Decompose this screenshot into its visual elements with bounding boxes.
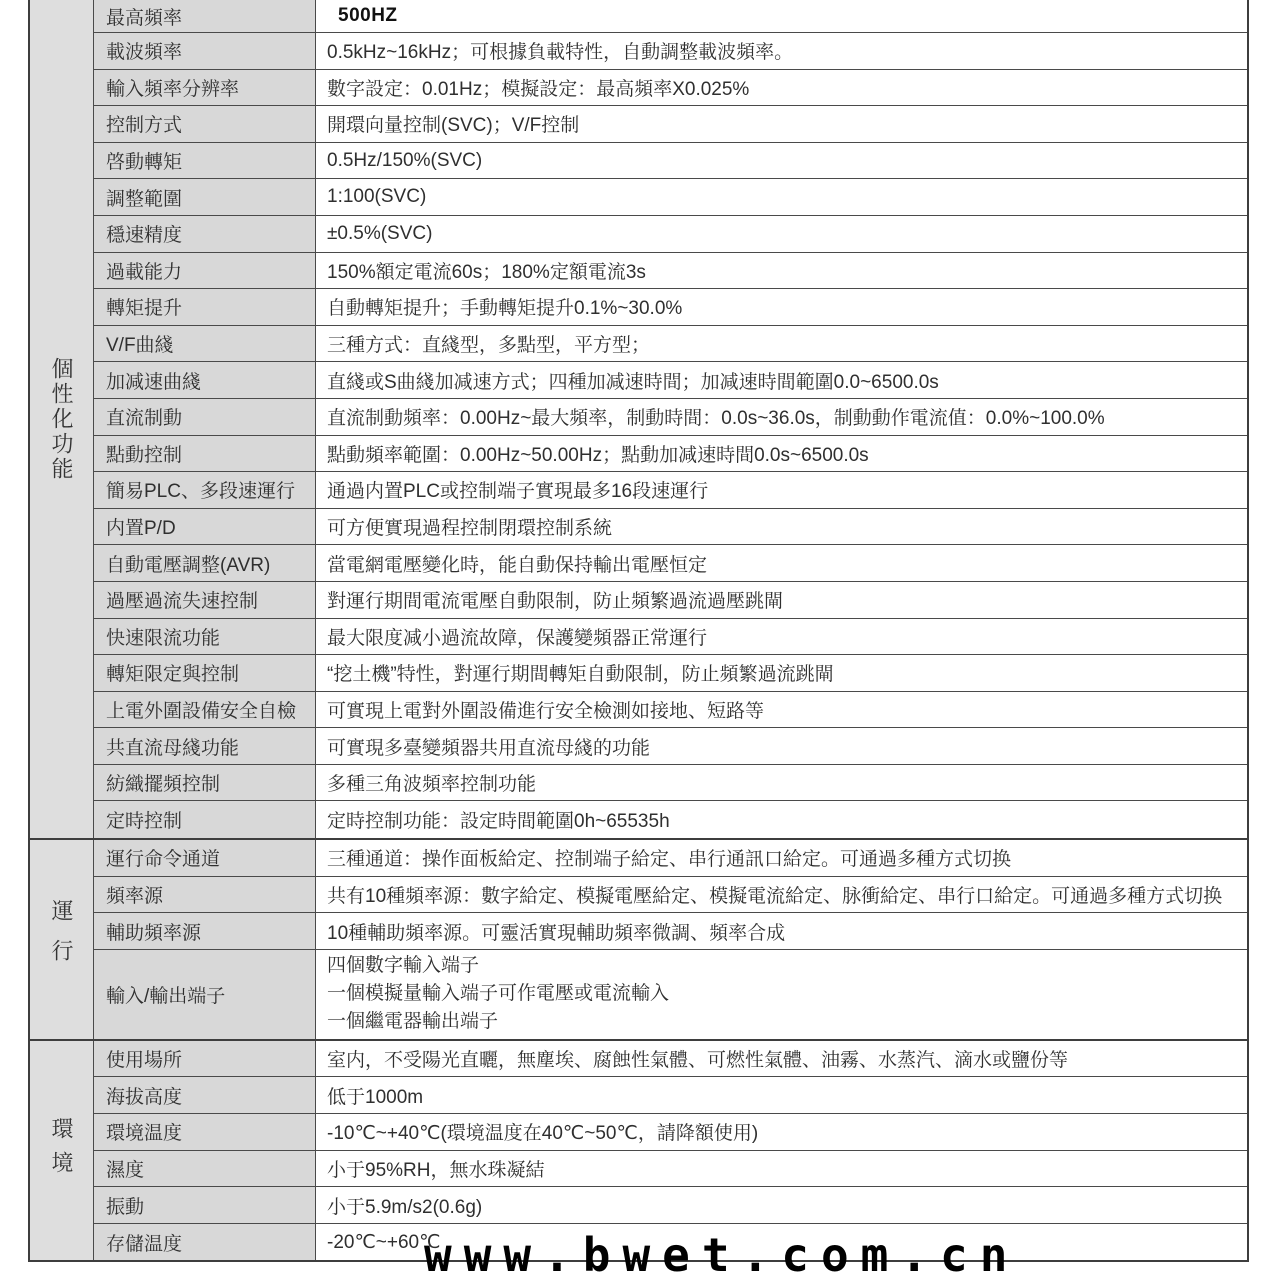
table-row: [94, 655, 1247, 692]
param-label: 轉矩提升: [94, 289, 316, 325]
param-label: 調整範圍: [94, 179, 316, 215]
param-label: 加减速曲綫: [94, 362, 316, 398]
table-row: [94, 877, 1247, 914]
param-label: 輸入/輸出端子: [94, 950, 316, 1039]
param-label: 運行命令通道: [94, 840, 316, 876]
value-cell: 三種通道：操作面板給定、控制端子給定、串行通訊口給定。可通過多種方式切换: [316, 840, 1247, 876]
param-label: 定時控制: [94, 801, 316, 838]
value-cell: 數字設定：0.01Hz；模擬設定：最高頻率X0.025%: [316, 70, 1247, 106]
value-cell: 可實現多臺變頻器共用直流母綫的功能: [316, 728, 1247, 764]
value-cell: 點動頻率範圍：0.00Hz~50.00Hz；點動加减速時間0.0s~6500.0s: [316, 436, 1247, 472]
param-label: 濕度: [94, 1151, 316, 1187]
param-label: 載波頻率: [94, 33, 316, 69]
param-label: 自動電壓調整(AVR): [94, 545, 316, 581]
param-label: 控制方式: [94, 106, 316, 142]
param-label: 快速限流功能: [94, 619, 316, 655]
value-cell: [316, 950, 1247, 1039]
param-label: 最高頻率: [94, 0, 316, 32]
category-cell: [30, 840, 94, 1039]
value-cell: 0.5Hz/150%(SVC): [316, 143, 1247, 179]
param-label: 使用場所: [94, 1041, 316, 1077]
spec-table: [28, 0, 1249, 1262]
value-cell: 1:100(SVC): [316, 179, 1247, 215]
param-label: 振動: [94, 1187, 316, 1223]
value-cell: 最大限度减小過流故障，保護變頻器正常運行: [316, 619, 1247, 655]
table-row: [94, 1114, 1247, 1151]
value-cell: 可方便實現過程控制閉環控制系統: [316, 509, 1247, 545]
table-row: [94, 106, 1247, 143]
table-row: [94, 179, 1247, 216]
table-row: [94, 840, 1247, 877]
table-row: [94, 801, 1247, 838]
value-cell: 可實現上電對外圍設備進行安全檢測如接地、短路等: [316, 692, 1247, 728]
watermark-url: www.bwet.com.cn: [424, 1228, 1020, 1282]
table-row: [94, 0, 1247, 33]
value-cell: 自動轉矩提升；手動轉矩提升0.1%~30.0%: [316, 289, 1247, 325]
table-row: [94, 765, 1247, 802]
category-cell: [30, 0, 94, 838]
spec-section-1: [30, 840, 1247, 1041]
param-label: 頻率源: [94, 877, 316, 913]
category-label: 運行: [49, 899, 75, 980]
section-rows: [94, 0, 1247, 838]
value-cell: 低于1000m: [316, 1077, 1247, 1113]
value-cell: -20℃~+60℃: [316, 1224, 1247, 1261]
table-row: [94, 692, 1247, 729]
param-label: 輸入頻率分辨率: [94, 70, 316, 106]
value-cell: 三種方式：直綫型，多點型，平方型；: [316, 326, 1247, 362]
value-line: 四個數字輸入端子: [327, 955, 480, 977]
param-label: V/F曲綫: [94, 326, 316, 362]
param-label: 海拔高度: [94, 1077, 316, 1113]
value-cell: 小于5.9m/s2(0.6g): [316, 1187, 1247, 1223]
value-cell: -10℃~+40℃(環境温度在40℃~50℃，請降額使用): [316, 1114, 1247, 1150]
param-label: 存儲温度: [94, 1224, 316, 1261]
table-row: [94, 326, 1247, 363]
section-rows: [94, 840, 1247, 1039]
param-label: 共直流母綫功能: [94, 728, 316, 764]
table-row: [94, 472, 1247, 509]
value-cell: 開環向量控制(SVC)；V/F控制: [316, 106, 1247, 142]
value-cell: 直流制動頻率：0.00Hz~最大頻率，制動時間：0.0s~36.0s，制動動作電流值：0.0%~100.0%: [316, 399, 1247, 435]
param-label: 内置P/D: [94, 509, 316, 545]
param-label: 過載能力: [94, 253, 316, 289]
value-line: 一個模擬量輸入端子可作電壓或電流輸入: [327, 983, 670, 1005]
table-row: [94, 362, 1247, 399]
param-label: 紡織擺頻控制: [94, 765, 316, 801]
table-row: [94, 509, 1247, 546]
table-row: [94, 619, 1247, 656]
value-cell: ±0.5%(SVC): [316, 216, 1247, 252]
table-row: [94, 216, 1247, 253]
spec-section-0: [30, 0, 1247, 840]
value-cell: 多種三角波頻率控制功能: [316, 765, 1247, 801]
value-cell: 0.5kHz~16kHz；可根據負載特性，自動調整載波頻率。: [316, 33, 1247, 69]
table-row: [94, 1187, 1247, 1224]
param-label: 簡易PLC、多段速運行: [94, 472, 316, 508]
table-row: [94, 1151, 1247, 1188]
category-cell: [30, 1041, 94, 1261]
param-label: 上電外圍設備安全自檢: [94, 692, 316, 728]
value-cell: 通過内置PLC或控制端子實現最多16段速運行: [316, 472, 1247, 508]
value-line: 一個繼電器輸出端子: [327, 1011, 499, 1033]
param-label: 轉矩限定與控制: [94, 655, 316, 691]
table-row: [94, 913, 1247, 950]
table-row: [94, 33, 1247, 70]
param-label: 直流制動: [94, 399, 316, 435]
table-row: [94, 143, 1247, 180]
value-cell: 室内，不受陽光直曬，無塵埃、腐蝕性氣體、可燃性氣體、油霧、水蒸汽、滴水或鹽份等: [316, 1041, 1247, 1077]
table-row: [94, 1041, 1247, 1078]
table-row: [94, 545, 1247, 582]
value-cell: 小于95%RH，無水珠凝結: [316, 1151, 1247, 1187]
value-cell: 10種輔助頻率源。可靈活實現輔助頻率微調、頻率合成: [316, 913, 1247, 949]
table-row: [94, 1077, 1247, 1114]
value-cell: 150%額定電流60s；180%定額電流3s: [316, 253, 1247, 289]
table-row: [94, 950, 1247, 1039]
value-cell: 對運行期間電流電壓自動限制，防止頻繁過流過壓跳閘: [316, 582, 1247, 618]
value-cell: “挖土機”特性，對運行期間轉矩自動限制，防止頻繁過流跳閘: [316, 655, 1247, 691]
table-row: [94, 728, 1247, 765]
value-cell: 直綫或S曲綫加减速方式；四種加减速時間；加减速時間範圍0.0~6500.0s: [316, 362, 1247, 398]
table-row: [94, 70, 1247, 107]
param-label: 啓動轉矩: [94, 143, 316, 179]
value-cell: 共有10種頻率源：數字給定、模擬電壓給定、模擬電流給定、脉衝給定、串行口給定。可通過多種方式切换: [316, 877, 1247, 913]
table-row: [94, 399, 1247, 436]
category-label: 個性化功能: [49, 356, 75, 482]
table-row: [94, 582, 1247, 619]
param-label: 點動控制: [94, 436, 316, 472]
value-cell: 500HZ: [316, 0, 1247, 32]
param-label: 環境温度: [94, 1114, 316, 1150]
param-label: 穩速精度: [94, 216, 316, 252]
value-cell: 當電網電壓變化時，能自動保持輸出電壓恒定: [316, 545, 1247, 581]
param-label: 過壓過流失速控制: [94, 582, 316, 618]
table-row: [94, 436, 1247, 473]
param-label: 輔助頻率源: [94, 913, 316, 949]
table-row: [94, 289, 1247, 326]
category-label: 環境: [49, 1116, 75, 1185]
value-cell: 定時控制功能：設定時間範圍0h~65535h: [316, 801, 1247, 838]
table-row: [94, 253, 1247, 290]
